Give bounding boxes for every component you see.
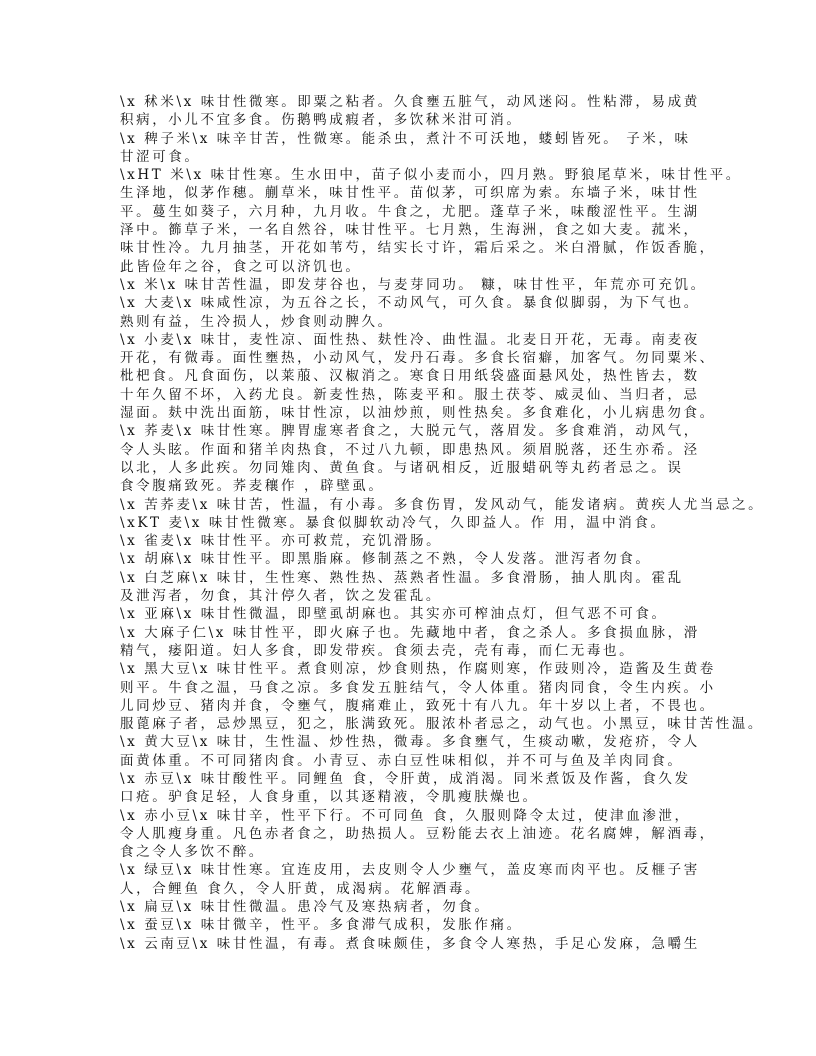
text-line: 食之令人多饮不醉。 (120, 844, 265, 861)
text-line: \x 赤豆\x 味甘酸性平。同鲤鱼 食，令肝黄，成消渴。同米煮饭及作酱，食久发 (120, 770, 691, 787)
text-line: 开花，有微毒。面性壅热，小动风气，发丹石毒。多食长宿癖，加客气。勿同粟米、 (120, 350, 716, 367)
text-line: \x 秫米\x 味甘性微寒。即粟之粘者。久食壅五脏气，动风迷闷。性粘滞，易成黄 (120, 94, 700, 110)
text-line: 枇杷食。凡食面伤，以莱菔、汉椒消之。寒食日用纸袋盛面悬风处，热性皆去，数 (120, 368, 700, 385)
text-line: \x 荞麦\x 味甘性寒。脾胃虚寒者食之，大脱元气，落眉发。多食难消，动风气， (120, 423, 700, 440)
text-line: \x 赤小豆\x 味甘辛，性平下行。不可同鱼 食，久服则降令太过，使津血渗泄， (120, 807, 691, 824)
text-line: 面黄体重。不可同猪肉食。小青豆、赤白豆性味相似，并不可与鱼及羊肉同食。 (120, 752, 684, 769)
text-line: 食令腹痛致死。荞麦穰作 ，辟壁虱。 (120, 478, 385, 495)
text-line: 味甘性冷。九月抽茎，开花如苇芍，结实长寸许，霜后采之。米白滑腻，作饭香脆， (120, 240, 716, 257)
text-line: 以北，人多此疾。勿同雉肉、黄鱼食。与诸矾相反，近服蜡矾等丸药者忌之。误 (120, 459, 684, 476)
text-line: 服蓖麻子者，忌炒黑豆，犯之，胀满致死。服浓朴者忌之，动气也。小黑豆，味甘苦性温。 (120, 716, 764, 733)
text-line: \x 苦荞麦\x 味甘苦，性温，有小毒。多食伤胃，发风动气，能发诸病。黄疾人尤当忌之。 (120, 496, 765, 513)
text-line: 及泄泻者，勿食，其汁停久者，饮之发霍乱。 (120, 588, 442, 605)
text-line: 平。蔓生如葵子，六月种，九月收。牛食之，尤肥。蓬草子米，味酸涩性平。生湖 (120, 203, 700, 220)
text-line: 则平。牛食之温，马食之凉。多食发五脏结气，令人体重。猪肉同食，令生内疾。小 (120, 679, 716, 696)
text-line: \x 大麦\x 味咸性凉，为五谷之长，不动风气，可久食。暴食似脚弱，为下气也。 (120, 295, 700, 312)
text-line: \x 蚕豆\x 味甘微辛，性平。多食滞气成积，发胀作痛。 (120, 917, 523, 934)
text-line: 人，合鲤鱼 食久，令人肝黄，成渴病。花解酒毒。 (120, 880, 482, 897)
text-line: 此皆俭年之谷，食之可以济饥也。 (120, 258, 362, 275)
text-line: 湿面。麸中洗出面筋，味甘性凉，以油炒煎，则性热矣。多食难化，小儿病患勿食。 (120, 405, 716, 422)
text-line: 口疮。驴食足轻，人食身重，以其逐精液，令肌瘦肤燥也。 (120, 789, 539, 806)
text-line: \xKT 麦\x 味甘性微寒。暴食似脚软动冷气，久即益人。作 用，温中消食。 (120, 514, 667, 531)
text-line: 精气，痿阳道。妇人多食，即发带疾。食须去壳，壳有毒，而仁无毒也。 (120, 642, 636, 659)
text-line: 积病，小儿不宜多食。伤鹅鸭成瘕者，多饮秫米泔可消。 (120, 112, 523, 129)
text-line: \x 雀麦\x 味甘性平。亦可救荒，充饥滑肠。 (120, 533, 443, 550)
text-line: 令人头眩。作面和猪羊肉热食，不过八九顿，即患热风。须眉脱落，还生亦希。泾 (120, 441, 700, 458)
text-line: \x 扁豆\x 味甘性微温。患冷气及寒热病者，勿食。 (120, 899, 491, 916)
document-page (120, 93, 765, 953)
text-line: 十年久留不坏，入药尤良。新麦性热，陈麦平和。服土茯苓、威灵仙、当归者，忌 (120, 386, 700, 403)
text-line: \x 米\x 味甘苦性温，即发芽谷也，与麦芽同功。 糠，味甘性平，年荒亦可充饥。 (120, 276, 707, 293)
text-line: \x 绿豆\x 味甘性寒。宜连皮用，去皮则令人少壅气，盖皮寒而肉平也。反榧子害 (120, 862, 700, 879)
text-line: \x 稗子米\x 味辛甘苦，性微寒。能杀虫，煮汁不可沃地，蝼蚓皆死。 子米，味 (120, 130, 691, 147)
text-line: \xHT 米\x 味甘性寒。生水田中，苗子似小麦而小，四月熟。野狼尾草米，味甘性平。 (120, 167, 742, 184)
text-line: \x 亚麻\x 味甘性微温，即壁虱胡麻也。其实亦可榨油点灯，但气恶不可食。 (120, 606, 668, 623)
text-line: \x 白芝麻\x 味甘，生性寒、熟性热、蒸熟者性温。多食滑肠，抽人肌肉。霍乱 (120, 569, 684, 586)
text-line: 熟则有益，生冷损人，炒食则动脾久。 (120, 313, 394, 330)
text-line: \x 胡麻\x 味甘性平。即黑脂麻。修制蒸之不熟，令人发落。泄泻者勿食。 (120, 551, 652, 568)
text-line: 泽中。籂草子米，一名自然谷，味甘性平。七月熟，生海洲，食之如大麦。菰米， (120, 222, 700, 239)
text-line: \x 黄大豆\x 味甘，生性温、炒性热，微毒。多食壅气，生痰动嗽，发疮疥，令人 (120, 734, 700, 751)
text-line: 甘涩可食。 (120, 148, 201, 165)
text-line: \x 大麻子仁\x 味甘性平，即火麻子也。先藏地中者，食之杀人。多食损血脉，滑 (120, 624, 700, 641)
text-line: \x 黑大豆\x 味甘性平。煮食则凉，炒食则热，作腐则寒，作豉则冷，造酱及生黄卷 (120, 661, 716, 678)
text-line: \x 小麦\x 味甘，麦性凉、面性热、麸性冷、曲性温。北麦日开花，无毒。南麦夜 (120, 331, 700, 348)
text-line: \x 云南豆\x 味甘性温，有毒。煮食味颇佳，多食令人寒热，手足心发麻，急嚼生 (120, 935, 700, 952)
text-line: 儿同炒豆、猪肉并食，令壅气，腹痛难止，致死十有八九。年十岁以上者，不畏也。 (120, 697, 716, 714)
text-line: 生泽地，似茅作穗。蒯草米，味甘性平。苗似茅，可织席为索。东墙子米，味甘性 (120, 185, 700, 202)
text-line: 令人肌瘦身重。凡色赤者食之，助热损人。豆粉能去衣上油迹。花名腐婢，解酒毒， (120, 825, 716, 842)
